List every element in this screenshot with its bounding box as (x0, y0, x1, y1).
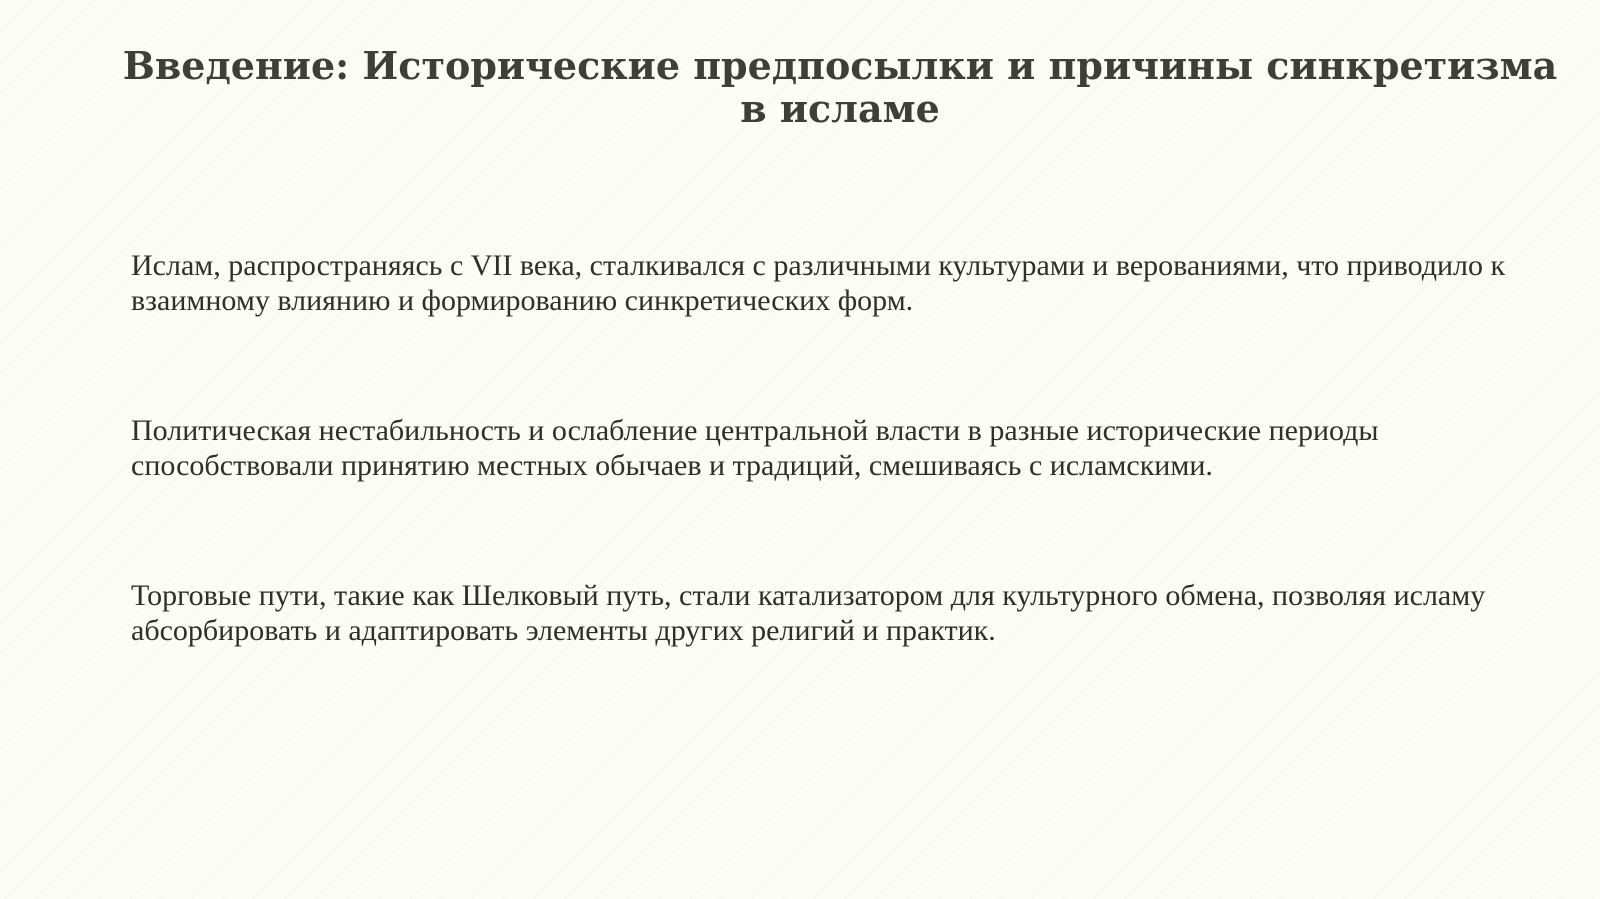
slide-title: Введение: Исторические предпосылки и причины синкретизма в исламе (122, 43, 1558, 131)
paragraph-2: Политическая нестабильность и ослабление центральной власти в разные исторические периоды способствовали принятию местных обычаев и традиций, смешиваясь с исламскими. (131, 414, 1379, 482)
slide-body (131, 248, 1541, 648)
paragraph-3: Торговые пути, такие как Шелковый путь, стали катализатором для культурного обмена, позволяя исламу абсорбировать и адаптировать элементы других религий и практик. (131, 579, 1486, 647)
paragraph-1: Ислам, распространяясь с VII века, сталкивался с различными культурами и верованиями, что приводило к взаимному влиянию и формированию синкретических форм. (131, 249, 1506, 317)
